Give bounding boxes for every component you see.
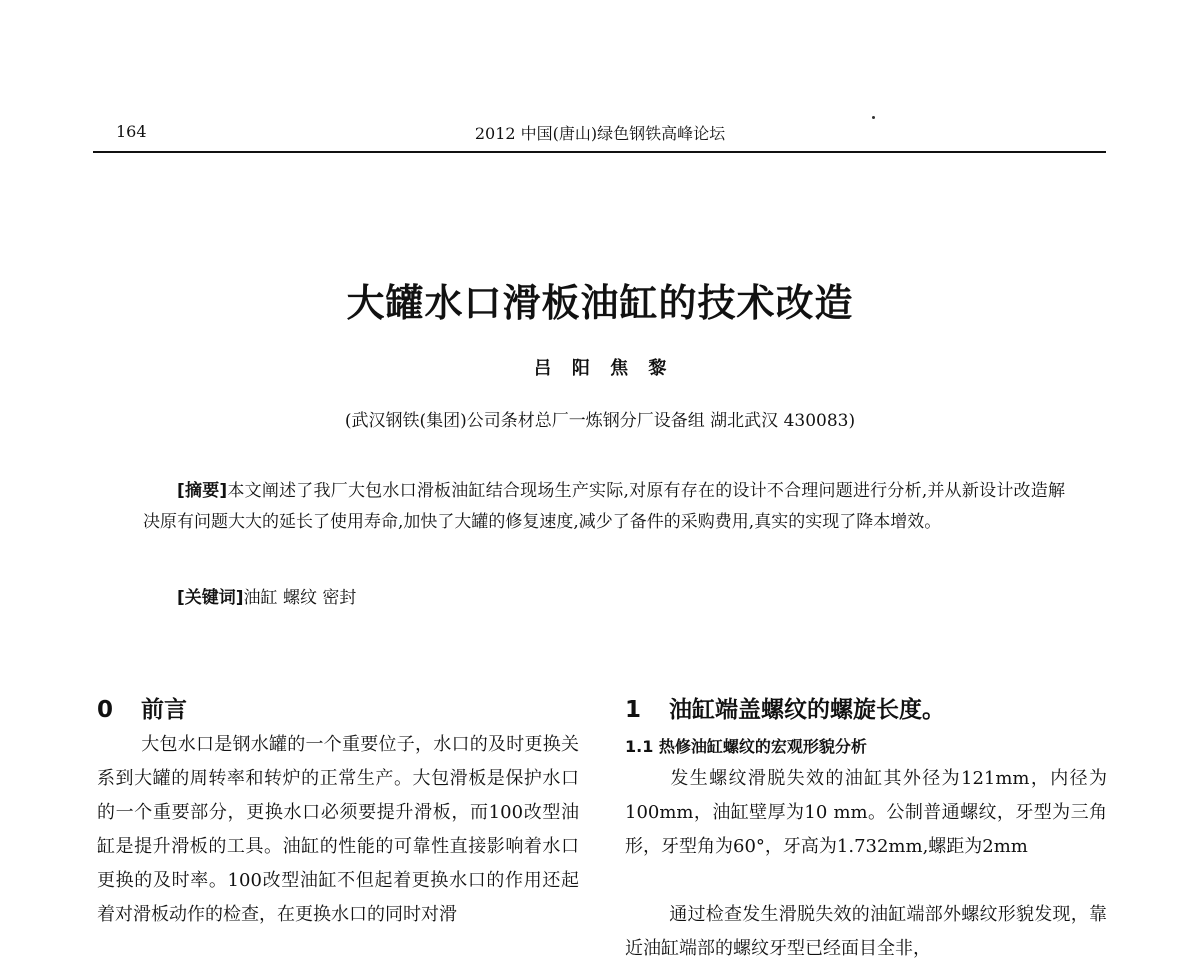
intro-paragraph-text: 大包水口是钢水罐的一个重要位子，水口的及时更换关系到大罐的周转率和转炉的正常生产。大包滑板是保护水口的一个重要部分，更换水口必须要提升滑板，而100改型油缸是提升滑板的工具。油缸的性能的可靠性直接影响着水口更换的及时率。100改型油缸不但起着更换水口的作用还起着对滑板动作的检查，在更换水口的同时对滑: [97, 734, 579, 925]
subsection-heading-1-1: 1.1 热修油缸螺纹的宏观形貌分析: [625, 737, 867, 756]
article-title: 大罐水口滑板油缸的技术改造: [346, 281, 854, 325]
paragraph-2-text: 通过检查发生滑脱失效的油缸端部外螺纹形貌发现，靠近油缸端部的螺纹牙型已经面目全非，: [625, 904, 1107, 959]
running-header: 2012 中国(唐山)绿色钢铁高峰论坛: [474, 124, 726, 143]
scan-speck: [872, 116, 875, 119]
paragraph-1-text: 发生螺纹滑脱失效的油缸其外径为121mm，内径为100mm，油缸壁厚为10 mm。公制普通螺纹，牙型为三角形，牙型角为60°，牙高为1.732mm,螺距为2mm: [625, 768, 1107, 857]
keywords-label: [关键词]: [177, 588, 244, 608]
abstract-label: [摘要]: [177, 481, 228, 501]
page-number: 164: [116, 122, 147, 141]
section-title: 油缸端盖螺纹的螺旋长度。: [669, 697, 945, 723]
left-column-paragraph: [97, 728, 579, 932]
abstract-block: [143, 476, 1065, 538]
right-column-paragraph-1: [625, 762, 1107, 864]
section-number: 1: [625, 697, 642, 723]
header-rule: [93, 151, 1106, 153]
article-authors: 吕 阳 焦 黎: [533, 358, 667, 379]
section-number: 0: [97, 697, 114, 723]
keywords-text: 油缸 螺纹 密封: [243, 588, 357, 608]
section-title: 前言: [141, 697, 187, 723]
section-heading-1: [625, 691, 945, 724]
section-heading-0: [97, 691, 187, 724]
right-column-paragraph-2: [625, 898, 1107, 966]
keywords-block: [177, 583, 356, 608]
article-affiliation: (武汉钢铁(集团)公司条材总厂一炼钢分厂设备组 湖北武汉 430083): [344, 411, 856, 431]
abstract-text: 本文阐述了我厂大包水口滑板油缸结合现场生产实际,对原有存在的设计不合理问题进行分析,并从新设计改造解决原有问题大大的延长了使用寿命,加快了大罐的修复速度,减少了备件的采购费用,真实的实现了降本增效。: [143, 481, 1065, 532]
